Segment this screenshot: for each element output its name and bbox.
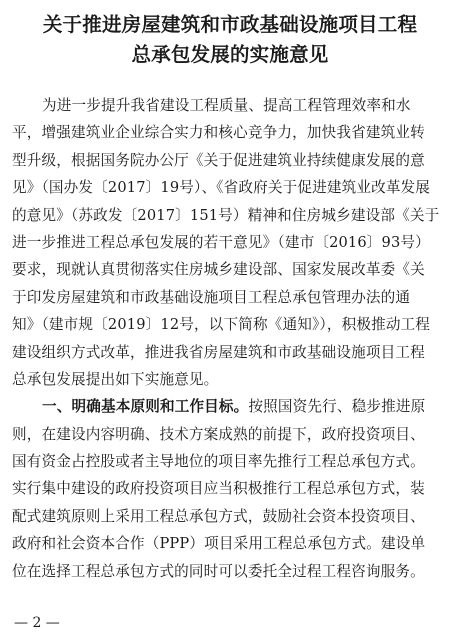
- title-line: 关于推进房屋建筑和市政基础设施项目工程: [42, 13, 418, 36]
- paragraph-line: 国有资金占控股或者主导地位的项目率先推行工程总承包方式。: [12, 453, 425, 471]
- paragraph-intro: [12, 92, 448, 393]
- paragraph-line: 型升级，根据国务院办公厅《关于促进建筑业持续健康发展的意: [12, 151, 425, 169]
- paragraph-line: 政府和社会资本合作（PPP）项目采用工程总承包方式。建设单: [12, 535, 426, 553]
- document-body: [12, 92, 448, 585]
- paragraph-line: 知》（建市规〔2019〕12号，以下简称《通知》），积极推动工程: [12, 316, 431, 334]
- paragraph-line: 实行集中建设的政府投资项目应当积极推行工程总承包方式，装: [12, 480, 425, 498]
- section-first-line: [12, 393, 448, 420]
- section-heading: 一、明确基本原则和工作目标。: [42, 398, 249, 416]
- section-text: 按照国资先行、稳步推进原: [248, 398, 426, 416]
- page-number: — 2 —: [14, 615, 60, 631]
- paragraph-line: 配式建筑原则上采用工程总承包方式，鼓励社会资本投资项目、: [12, 507, 425, 525]
- paragraph-line: 要求，现就认真贯彻落实住房城乡建设部、国家发展改革委《关: [12, 261, 425, 279]
- paragraph-line: 为进一步提升我省建设工程质量、提高工程管理效率和水: [42, 97, 411, 114]
- paragraph-line: 平，增强建筑业企业综合实力和核心竞争力，加快我省建筑业转: [12, 124, 425, 142]
- paragraph-line: 的意见》（苏政发〔2017〕151号）精神和住房城乡建设部《关于: [12, 206, 440, 224]
- document-title: [12, 10, 448, 70]
- paragraph-line: 位在选择工程总承包方式的同时可以委托全过程工程咨询服务。: [12, 562, 425, 580]
- paragraph-line: 见》（国办发〔2017〕19号）、《省政府关于促进建筑业改革发展: [12, 179, 431, 197]
- paragraph-line: 建设组织方式改革，推进我省房屋建筑和市政基础设施项目工程: [12, 343, 425, 361]
- section-1: [12, 393, 448, 585]
- paragraph-line: 于印发房屋建筑和市政基础设施项目工程总承包管理办法的通: [12, 288, 411, 306]
- paragraph-line: 总承包发展提出如下实施意见。: [12, 370, 219, 388]
- paragraph-line: 进一步推进工程总承包发展的若干意见》（建市〔2016〕93号）: [12, 233, 430, 251]
- paragraph-line: 则，在建设内容明确、技术方案成熟的前提下，政府投资项目、: [12, 425, 425, 443]
- title-line: 总承包发展的实施意见: [131, 43, 329, 66]
